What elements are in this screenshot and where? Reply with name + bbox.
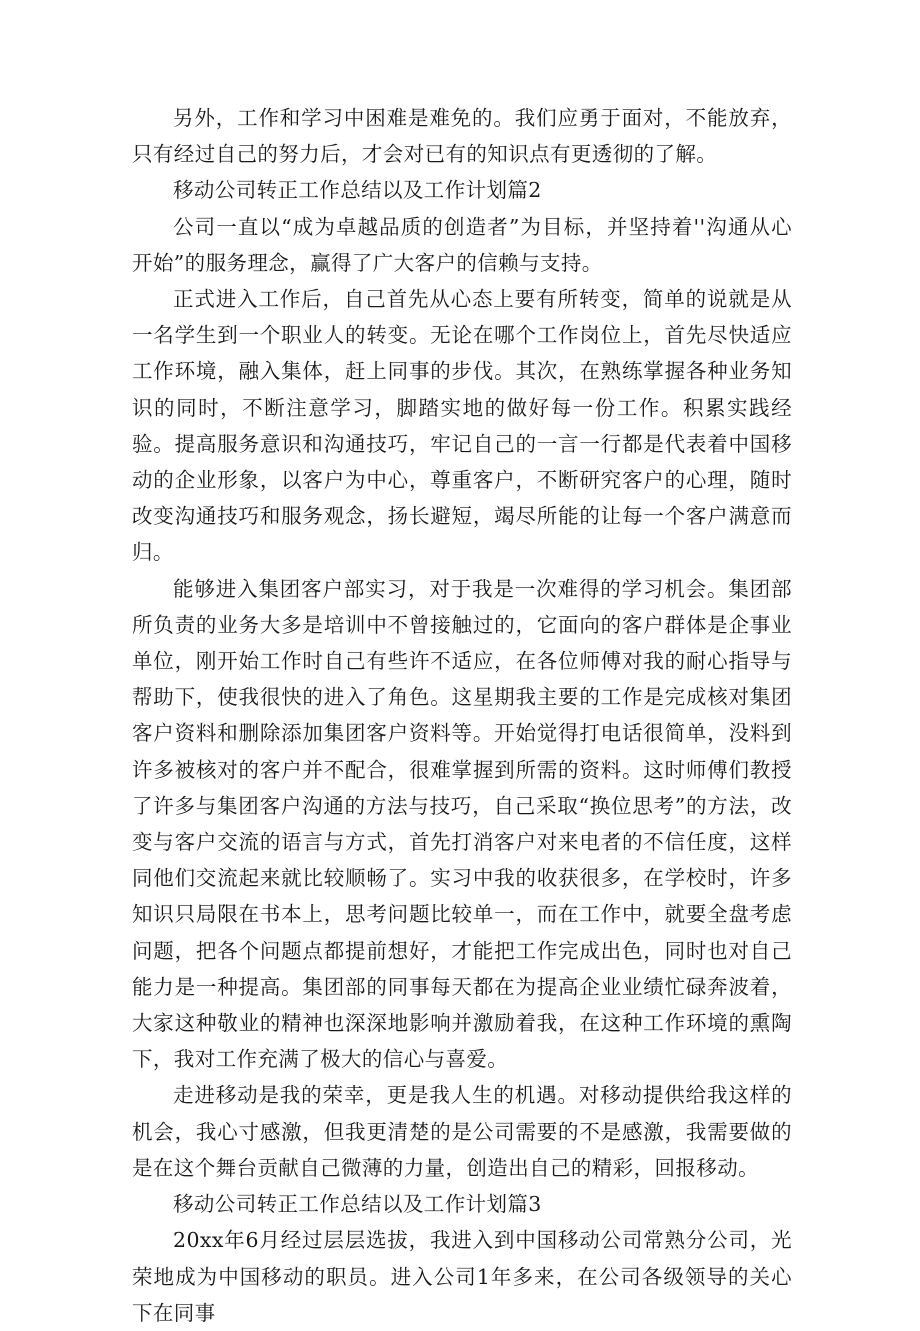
- paragraph-company-goal: 公司一直以“成为卓越品质的创造者”为目标，并坚持着''沟通从心开始”的服务理念，赢得了广大客户的信赖与支持。: [132, 214, 792, 275]
- document-body: [132, 100, 792, 1331]
- paragraph-joining: 20xx年6月经过层层选拔，我进入到中国移动公司常熟分公司，光荣地成为中国移动的职员。进入公司1年多来，在公司各级领导的关心下在同事: [132, 1228, 792, 1325]
- section-heading-part-3: 移动公司转正工作总结以及工作计划篇3: [173, 1192, 542, 1217]
- paragraph-internship: 能够进入集团客户部实习，对于我是一次难得的学习机会。集团部所负责的业务大多是培训中不曾接触过的，它面向的客户群体是企事业单位，刚开始工作时自己有些许不适应，在各位师傅对我的耐心指导与帮助下，使我很快的进入了角色。这星期我主要的工作是完成核对集团客户资料和删除添加集团客户资料等。开始觉得打电话很简单，没料到许多被核对的客户并不配合，很难掌握到所需的资料。这时师傅们教授了许多与集团客户沟通的方法与技巧，自己采取“换位思考”的方法，改变与客户交流的语言与方式，首先打消客户对来电者的不信任度，这样同他们交流起来就比较顺畅了。实习中我的收获很多，在学校时，许多知识只局限在书本上，思考问题比较单一，而在工作中，就要全盘考虑问题，把各个问题点都提前想好，才能把工作完成出色，同时也对自己能力是一种提高。集团部的同事每天都在为提高企业业绩忙碌奔波着，大家这种敬业的精神也深深地影响并激励着我，在这种工作环境的熏陶下，我对工作充满了极大的信心与喜爱。: [132, 576, 792, 1072]
- paragraph-difficulties: 另外，工作和学习中困难是难免的。我们应勇于面对，不能放弃，只有经过自己的努力后，才会对已有的知识点有更透彻的了解。: [132, 106, 792, 167]
- paragraph-mindset-change: 正式进入工作后，自己首先从心态上要有所转变，简单的说就是从一名学生到一个职业人的转变。无论在哪个工作岗位上，首先尽快适应工作环境，融入集体，赶上同事的步伐。其次，在熟练掌握各种业务知识的同时，不断注意学习，脚踏实地的做好每一份工作。积累实践经验。提高服务意识和沟通技巧，牢记自己的一言一行都是代表着中国移动的企业形象，以客户为中心，尊重客户，不断研究客户的心理，随时改变沟通技巧和服务观念，扬长避短，竭尽所能的让每一个客户满意而归。: [132, 287, 792, 565]
- section-heading-part-2: 移动公司转正工作总结以及工作计划篇2: [173, 178, 542, 203]
- paragraph-gratitude: 走进移动是我的荣幸，更是我人生的机遇。对移动提供给我这样的机会，我心寸感激，但我更清楚的是公司需要的不是感激，我需要做的是在这个舞台贡献自己微薄的力量，创造出自己的精彩，回报移动。: [132, 1083, 792, 1180]
